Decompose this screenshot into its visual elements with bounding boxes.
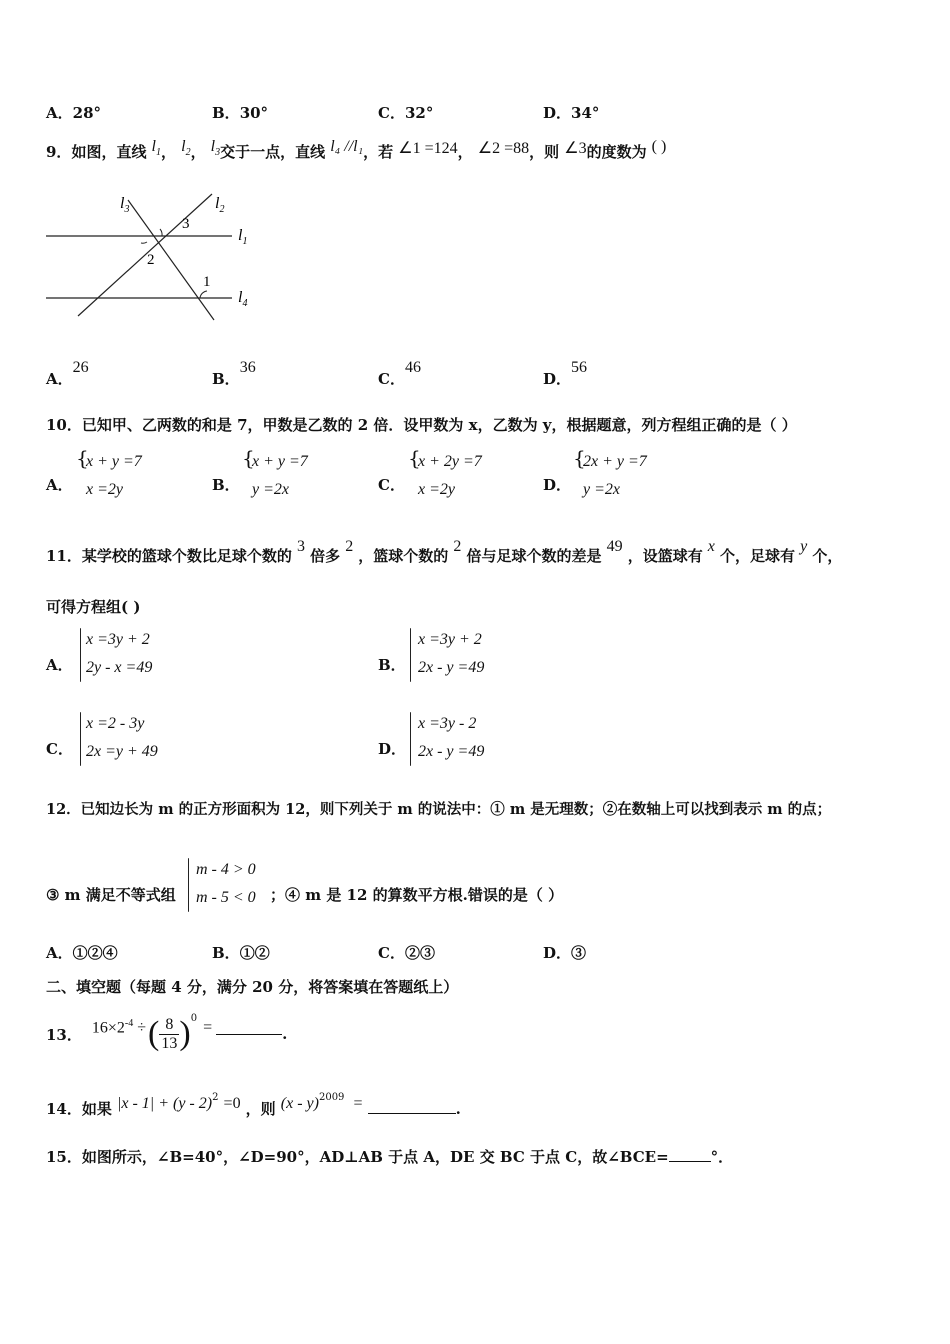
answer-blank[interactable] (368, 1113, 456, 1114)
q10-option-d-system: 2x + y =7 y =2x (583, 453, 647, 498)
q9-stem: 9．如图，直线 $l_1$， $l_2$， $l_3$交于一点，直线 l₄ //l₁，若 ∠1 =124， ∠2 =88，则 ∠3的度数为 ( ) (46, 138, 667, 161)
q14-expression: 14．如果 |x - 1| + (y - 2)$^2$ =0 ，则 (x - y)$^{2009}$ = . (46, 1092, 461, 1118)
q12-option-b: B．①② (212, 944, 270, 962)
brace-icon: { (573, 446, 586, 470)
label-l4: $l_4$ (238, 289, 248, 309)
brace-icon (80, 712, 81, 766)
answer-blank[interactable] (669, 1161, 711, 1162)
q11-stem-line2: 可得方程组( ) (46, 598, 141, 616)
fraction: $\frac{8}{13}$ (161, 1015, 178, 1052)
label-l3: $l_3$ (120, 195, 130, 215)
answer-blank[interactable] (216, 1034, 282, 1035)
brace-icon: { (76, 446, 89, 470)
angle-1-arc (200, 291, 207, 298)
q10-stem: 10．已知甲、乙两数的和是 7，甲数是乙数的 2 倍．设甲数为 x，乙数为 y，根据题意，列方程组正确的是（ ） (46, 416, 797, 434)
brace-icon (188, 858, 189, 912)
brace-icon (80, 628, 81, 682)
q8-option-c: C．32° (378, 104, 434, 122)
q10-option-a-system: x + y =7 x =2y (86, 453, 142, 498)
section-title: 二、填空题（每题 4 分，满分 20 分，将答案填在答题纸上） (46, 978, 459, 996)
brace-icon (410, 628, 411, 682)
line-l3 (128, 200, 214, 320)
q12-option-a: A．①②④ (46, 944, 118, 962)
q10-option-d-letter: D． (543, 476, 572, 494)
q12-stem-line2a: ③ m 满足不等式组 (46, 886, 176, 904)
q8-option-b: B．30° (212, 104, 269, 122)
q9-option-b: B．36 (212, 359, 256, 388)
q10-option-c-letter: C． (378, 476, 405, 494)
q9-option-c: C．46 (378, 359, 421, 388)
q15-stem: 15．如图所示，∠B=40°，∠D=90°，AD⊥AB 于点 A，DE 交 BC 于点 C，故∠BCE= °． (46, 1148, 734, 1166)
angle-3-arc (160, 229, 162, 236)
q11-option-a-letter: A． (46, 656, 73, 674)
q11-option-a-system: x =3y + 2 2y - x =49 (86, 631, 153, 676)
label-angle-3: 3 (182, 216, 190, 232)
q12-option-c: C．②③ (378, 944, 435, 962)
q11-option-d-letter: D． (378, 740, 407, 758)
q10-option-a-letter: A． (46, 476, 73, 494)
q10-option-c-system: x + 2y =7 x =2y (418, 453, 482, 498)
brace-icon (410, 712, 411, 766)
q12-inequality-system: m - 4 > 0 m - 5 < 0 (196, 861, 256, 906)
q11-option-c-system: x =2 - 3y 2x =y + 49 (86, 715, 158, 760)
q11-option-c-letter: C． (46, 740, 73, 758)
q12-stem-line1: 12．已知边长为 m 的正方形面积为 12，则下列关于 m 的说法中：① m 是无理数；②在数轴上可以找到表示 m 的点； (46, 801, 832, 818)
angle-2-arc (141, 242, 147, 243)
q11-option-b-letter: B． (378, 656, 406, 674)
label-l1: $l_1$ (238, 227, 248, 247)
q13-expression: 13． $16\times 2^{-4}$ ÷ ( $\frac{8}{13}$ ) $^0$ = . (46, 1012, 288, 1052)
q9-option-d: D．56 (543, 359, 588, 388)
q12-stem-line2b: ；④ m 是 12 的算数平方根.错误的是（ ） (270, 886, 564, 904)
q11-stem: 11．某学校的篮球个数比足球个数的 3 倍多 2 ，篮球个数的 2 倍与足球个数的差是 49 ，设篮球有 x 个，足球有 y 个， (46, 538, 843, 565)
label-angle-1: 1 (203, 274, 211, 290)
q10-option-b-system: x + y =7 y =2x (252, 453, 308, 498)
q11-option-d-system: x =3y - 2 2x - y =49 (418, 715, 485, 760)
label-angle-2: 2 (147, 252, 155, 268)
q8-option-a: A．28° (46, 104, 102, 122)
q9-figure (40, 188, 270, 328)
brace-icon: { (408, 446, 421, 470)
q8-option-d: D．34° (543, 104, 600, 122)
q12-option-d: D．③ (543, 944, 587, 962)
q11-option-b-system: x =3y + 2 2x - y =49 (418, 631, 485, 676)
q10-option-b-letter: B． (212, 476, 240, 494)
label-l2: $l_2$ (215, 195, 225, 215)
brace-icon: { (242, 446, 255, 470)
q9-option-a: A．26 (46, 359, 89, 388)
